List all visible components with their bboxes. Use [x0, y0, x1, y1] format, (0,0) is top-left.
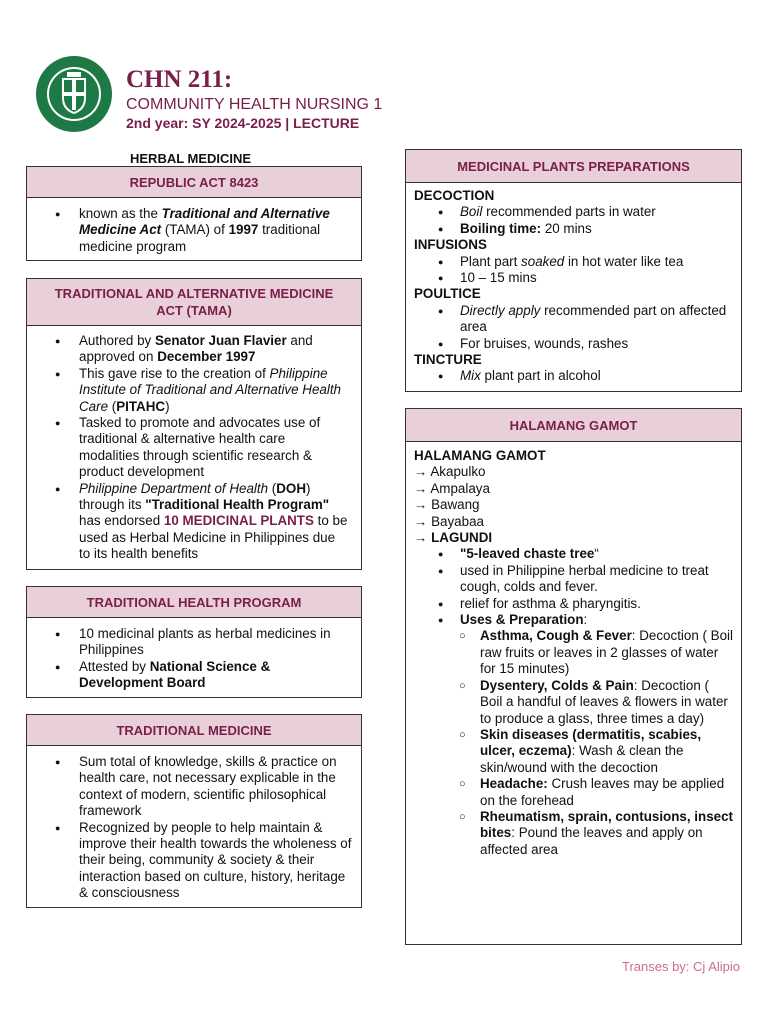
box-header: HALAMANG GAMOT	[406, 409, 741, 442]
tama-box	[26, 278, 362, 570]
box-header: TRADITIONAL HEALTH PROGRAM	[27, 587, 361, 618]
box-header: REPUBLIC ACT 8423	[27, 167, 361, 198]
traditional-medicine-box	[26, 714, 362, 908]
list-item: ● Plant part soaked in hot water like tea	[414, 254, 735, 270]
course-code: CHN 211:	[126, 66, 233, 93]
page-topic: HERBAL MEDICINE	[130, 151, 252, 166]
footer-credit: Transes by: Cj Alipio	[621, 959, 740, 974]
list-item: ● Directly apply recommended part on affected area	[414, 303, 735, 336]
list-item: ● Recognized by people to help maintain & improve their health towards the wholeness of their being, community & society & their interaction based on culture, history, heritage & consciousness	[27, 820, 353, 902]
sub-list-item: ○ Skin diseases (dermatitis, scabies, ulcer, eczema): Wash & clean the skin/wound with the decoction	[414, 727, 733, 776]
sub-list-item: ○ Asthma, Cough & Fever: Decoction ( Boil raw fruits or leaves in 2 glasses of water for 15 minutes)	[414, 628, 733, 677]
preparations-box	[405, 149, 742, 392]
list-item: ● Attested by National Science & Development Board	[27, 659, 349, 692]
school-seal-logo	[34, 54, 114, 134]
section-heading: HALAMANG GAMOT	[414, 448, 546, 463]
list-item: ● relief for asthma & pharyngitis.	[414, 596, 733, 612]
course-title: COMMUNITY HEALTH NURSING 1	[126, 96, 383, 113]
section-heading: INFUSIONS	[414, 237, 487, 253]
section-heading: TINCTURE	[414, 352, 482, 368]
list-item: ● Philippine Department of Health (DOH) through its "Traditional Health Program" has endorsed 10 MEDICINAL PLANTS to be used as Herbal Medicine in Philippines due to its health benefits	[27, 481, 349, 563]
list-item: ● Boiling time: 20 mins	[414, 221, 735, 237]
sub-list-item: ○ Rheumatism, sprain, contusions, insect bites: Pound the leaves and apply on affected area	[414, 809, 733, 858]
box-header: TRADITIONAL MEDICINE	[27, 715, 361, 746]
republic-act-box	[26, 166, 362, 261]
box-header: MEDICINAL PLANTS PREPARATIONS	[406, 150, 741, 183]
sub-list-item: ○ Dysentery, Colds & Pain: Decoction ( Boil a handful of leaves & flowers in water to produce a glass, three times a day)	[414, 678, 733, 727]
list-item: ● "5-leaved chaste tree“	[414, 546, 733, 562]
course-year: 2nd year: SY 2024-2025 | LECTURE	[126, 115, 360, 131]
plant-item: → Bayabaa	[414, 513, 484, 529]
list-item: ● Uses & Preparation: ○ Asthma, Cough & Fever: Decoction ( Boil raw fruits or leaves in 2 glasses of water for 15 minutes) ○ Dysentery, Colds & Pain: Decoction ( Boil a handful of leaves & flowers in water to produce a glass, three times a day) ○ Skin diseases (dermatitis, scabies, ulcer, eczema): Wash & clean the skin/wound with the decoction ○ Headache: Crush leaves may be applied on the forehead ○ Rheumatism, sprain, contusions, insect bites: Pound the leaves and apply on affected area	[414, 612, 733, 858]
list-item: ● used in Philippine herbal medicine to treat cough, colds and fever.	[414, 563, 733, 596]
list-item: ● 10 medicinal plants as herbal medicines in Philippines	[27, 626, 349, 659]
plant-item: → Ampalaya	[414, 480, 490, 496]
list-item: ● For bruises, wounds, rashes	[414, 336, 735, 352]
section-heading: DECOCTION	[414, 188, 495, 203]
sub-list-item: ○ Headache: Crush leaves may be applied on the forehead	[414, 776, 733, 809]
list-item: ● This gave rise to the creation of Philippine Institute of Traditional and Alternative Health Care (PITAHC)	[27, 366, 349, 415]
list-item: ● Authored by Senator Juan Flavier and approved on December 1997	[27, 333, 349, 366]
list-item: ● known as the Traditional and Alternative Medicine Act (TAMA) of 1997 traditional medicine program	[27, 206, 361, 255]
section-heading: POULTICE	[414, 286, 481, 302]
list-item: ● Mix plant part in alcohol	[414, 368, 735, 384]
plant-item-lagundi: → LAGUNDI	[414, 530, 493, 546]
list-item: ● Boil recommended parts in water	[414, 204, 735, 220]
list-item: ● Tasked to promote and advocates use of traditional & alternative health care modalities through scientific research & product development	[27, 415, 349, 481]
halamang-gamot-box	[405, 408, 742, 945]
plant-item: → Akapulko	[414, 464, 486, 480]
plant-item: → Bawang	[414, 497, 480, 513]
list-item: ● Sum total of knowledge, skills & practice on health care, not necessary explicable in the context of modern, scientific philosophical framework	[27, 754, 353, 820]
list-item: ● 10 – 15 mins	[414, 270, 735, 286]
box-header: TRADITIONAL AND ALTERNATIVE MEDICINE ACT (TAMA)	[27, 279, 361, 326]
traditional-health-program-box	[26, 586, 362, 698]
